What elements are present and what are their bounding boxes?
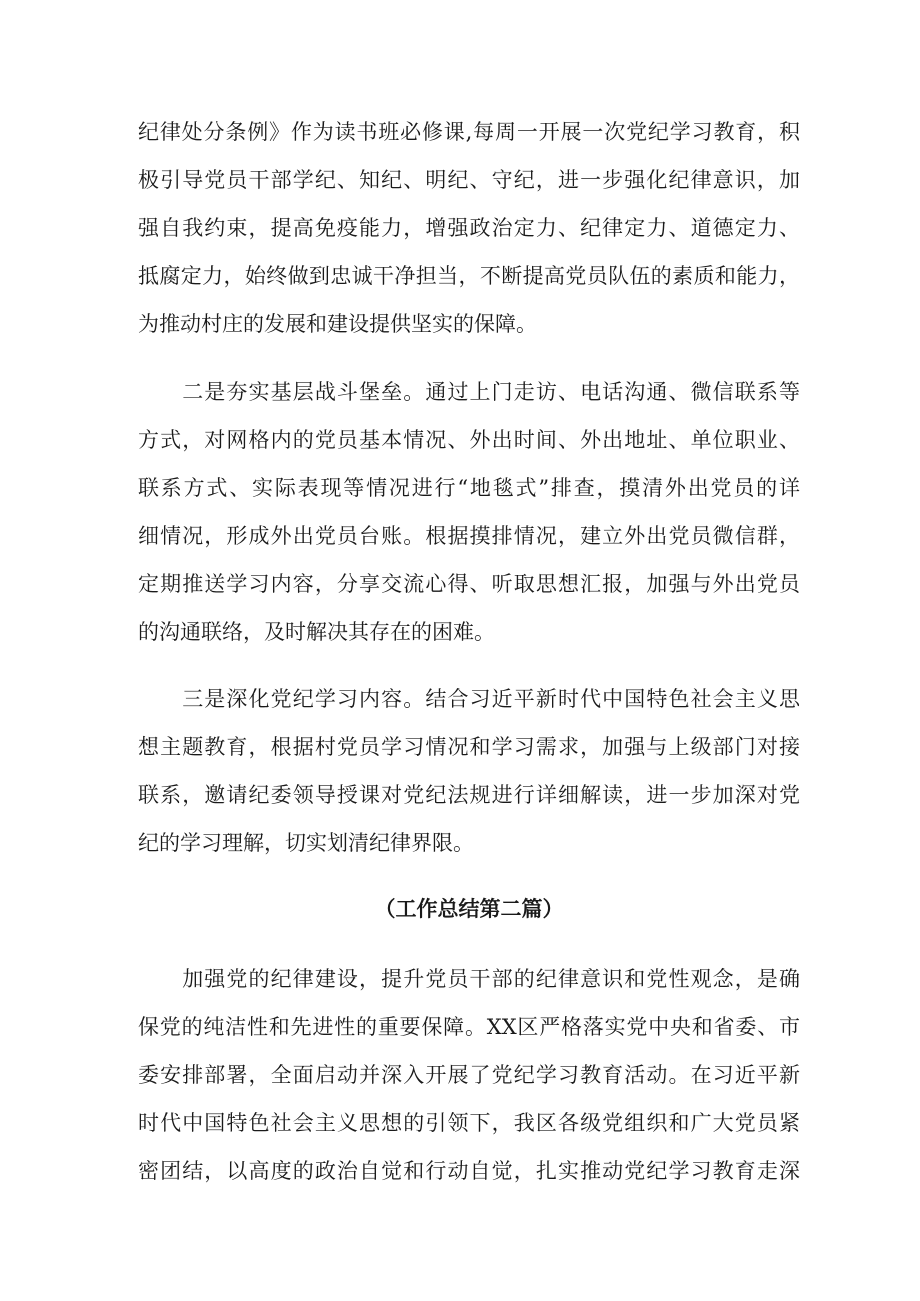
text-line: 纪的学习理解，切实划清纪律界限。: [138, 831, 474, 855]
text-line: 三是深化党纪学习内容。结合习近平新时代中国特色社会主义思: [138, 687, 800, 711]
text-line: 联系，邀请纪委领导授课对党纪法规进行详细解读，进一步加深对党: [138, 783, 800, 807]
text-line: 加强党的纪律建设，提升党员干部的纪律意识和党性观念，是确: [138, 967, 800, 991]
text-line: 方式，对网格内的党员基本情况、外出时间、外出地址、单位职业、: [138, 428, 800, 452]
paragraph-second-summary: [138, 955, 800, 1195]
text-line: 极引导党员干部学纪、知纪、明纪、守纪，进一步强化纪律意识，加: [138, 168, 800, 192]
text-line: 二是夯实基层战斗堡垒。通过上门走访、电话沟通、微信联系等: [138, 380, 800, 404]
text-line: 为推动村庄的发展和建设提供坚实的保障。: [138, 312, 537, 336]
text-line: 时代中国特色社会主义思想的引领下，我区各级党组织和广大党员紧: [138, 1111, 800, 1135]
text-line: 委安排部署，全面启动并深入开展了党纪学习教育活动。在习近平新: [138, 1063, 800, 1087]
text-line: 的沟通联络，及时解决其存在的困难。: [138, 620, 495, 644]
section-heading: （工作总结第二篇）: [374, 897, 564, 921]
text-line: 想主题教育，根据村党员学习情况和学习需求，加强与上级部门对接: [138, 735, 800, 759]
text-line: 纪律处分条例》作为读书班必修课,每周一开展一次党纪学习教育，积: [138, 120, 800, 144]
text-line: 密团结，以高度的政治自觉和行动自觉，扎实推动党纪学习教育走深: [138, 1159, 800, 1183]
text-line: 联系方式、实际表现等情况进行“地毯式”排查，摸清外出党员的详: [138, 476, 800, 500]
text-line: 细情况，形成外出党员台账。根据摸排情况，建立外出党员微信群，: [138, 524, 800, 548]
text-line: 定期推送学习内容，分享交流心得、听取思想汇报，加强与外出党员: [138, 572, 800, 596]
text-line: 强自我约束，提高免疫能力，增强政治定力、纪律定力、道德定力、: [138, 216, 800, 240]
paragraph-discipline-regulations: [138, 108, 800, 348]
paragraph-deepen-learning: [138, 675, 800, 867]
text-line: 抵腐定力，始终做到忠诚干净担当，不断提高党员队伍的素质和能力，: [138, 264, 800, 288]
text-line: 保党的纯洁性和先进性的重要保障。XX区严格落实党中央和省委、市: [138, 1015, 800, 1039]
paragraph-grassroots-fortress: [138, 368, 800, 656]
